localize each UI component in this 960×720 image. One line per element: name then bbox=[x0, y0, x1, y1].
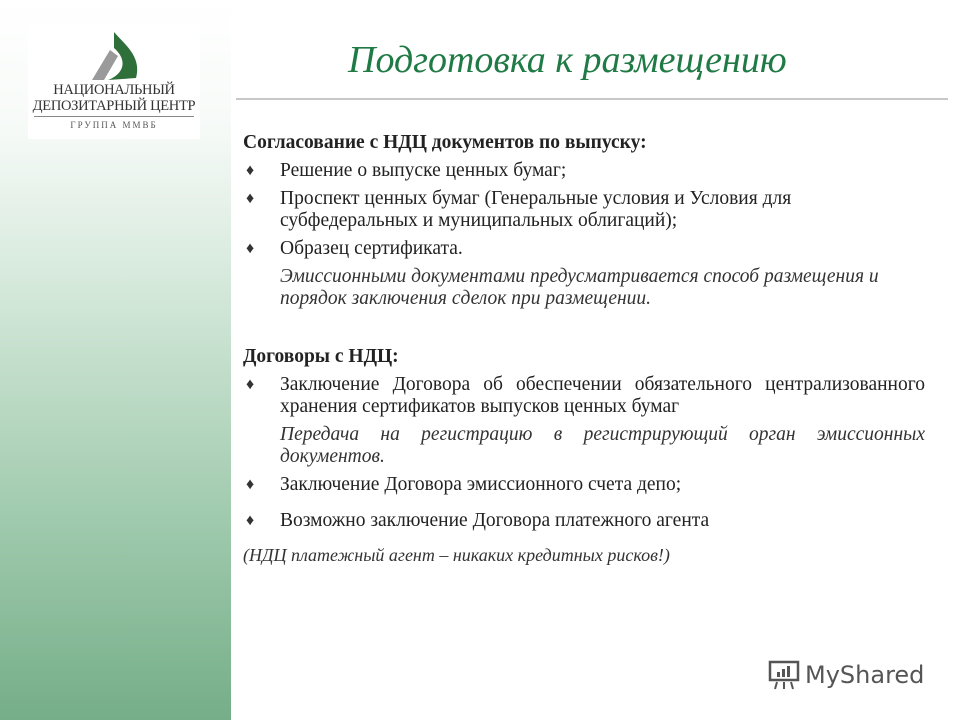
diamond-bullet-icon: ♦ bbox=[246, 190, 255, 207]
presentation-board-icon bbox=[767, 658, 801, 692]
myshared-watermark bbox=[767, 658, 924, 692]
list-item bbox=[243, 160, 925, 182]
list-item bbox=[243, 188, 925, 232]
diamond-bullet-icon: ♦ bbox=[246, 376, 255, 393]
item-text: Решение о выпуске ценных бумаг; bbox=[280, 160, 567, 181]
section1-heading: Согласование с НДЦ документов по выпуску: bbox=[243, 132, 647, 153]
logo-line1: НАЦИОНАЛЬНЫЙ bbox=[53, 82, 175, 98]
item-text: Заключение Договора об обеспечении обязательного централизованного хранения сертификатов выпусков ценных бумаг bbox=[280, 374, 925, 417]
item-text: Образец сертификата. bbox=[280, 238, 463, 259]
slide-content bbox=[243, 132, 925, 566]
list-item bbox=[243, 238, 925, 260]
item-note: Передача на регистрацию в регистрирующий орган эмиссионных документов. bbox=[280, 424, 925, 467]
diamond-bullet-icon: ♦ bbox=[246, 512, 255, 529]
watermark-text: MyShared bbox=[805, 661, 925, 689]
logo-mark-icon bbox=[84, 30, 144, 82]
item-text: Проспект ценных бумаг (Генеральные условия и Условия для субфедеральных и муниципальных облигаций); bbox=[280, 188, 792, 231]
list-item bbox=[243, 474, 925, 496]
section2-heading: Договоры с НДЦ: bbox=[243, 346, 399, 367]
section1-note: Эмиссионными документами предусматривается способ размещения и порядок заключения сделок при размещении. bbox=[280, 266, 879, 309]
diamond-bullet-icon: ♦ bbox=[246, 476, 255, 493]
title-divider bbox=[236, 98, 948, 100]
ndc-logo bbox=[28, 24, 200, 139]
list-item bbox=[243, 510, 925, 532]
list-item bbox=[243, 374, 925, 418]
logo-line2: ДЕПОЗИТАРНЫЙ ЦЕНТР bbox=[32, 98, 196, 114]
item-text: Возможно заключение Договора платежного агента bbox=[280, 510, 710, 531]
logo-line3: ГРУППА ММВБ bbox=[34, 116, 194, 130]
footnote: (НДЦ платежный агент – никаких кредитных рисков!) bbox=[243, 545, 670, 565]
item-text: Заключение Договора эмиссионного счета депо; bbox=[280, 474, 682, 495]
slide-title: Подготовка к размещению bbox=[348, 39, 787, 81]
diamond-bullet-icon: ♦ bbox=[246, 162, 255, 179]
diamond-bullet-icon: ♦ bbox=[246, 240, 255, 257]
